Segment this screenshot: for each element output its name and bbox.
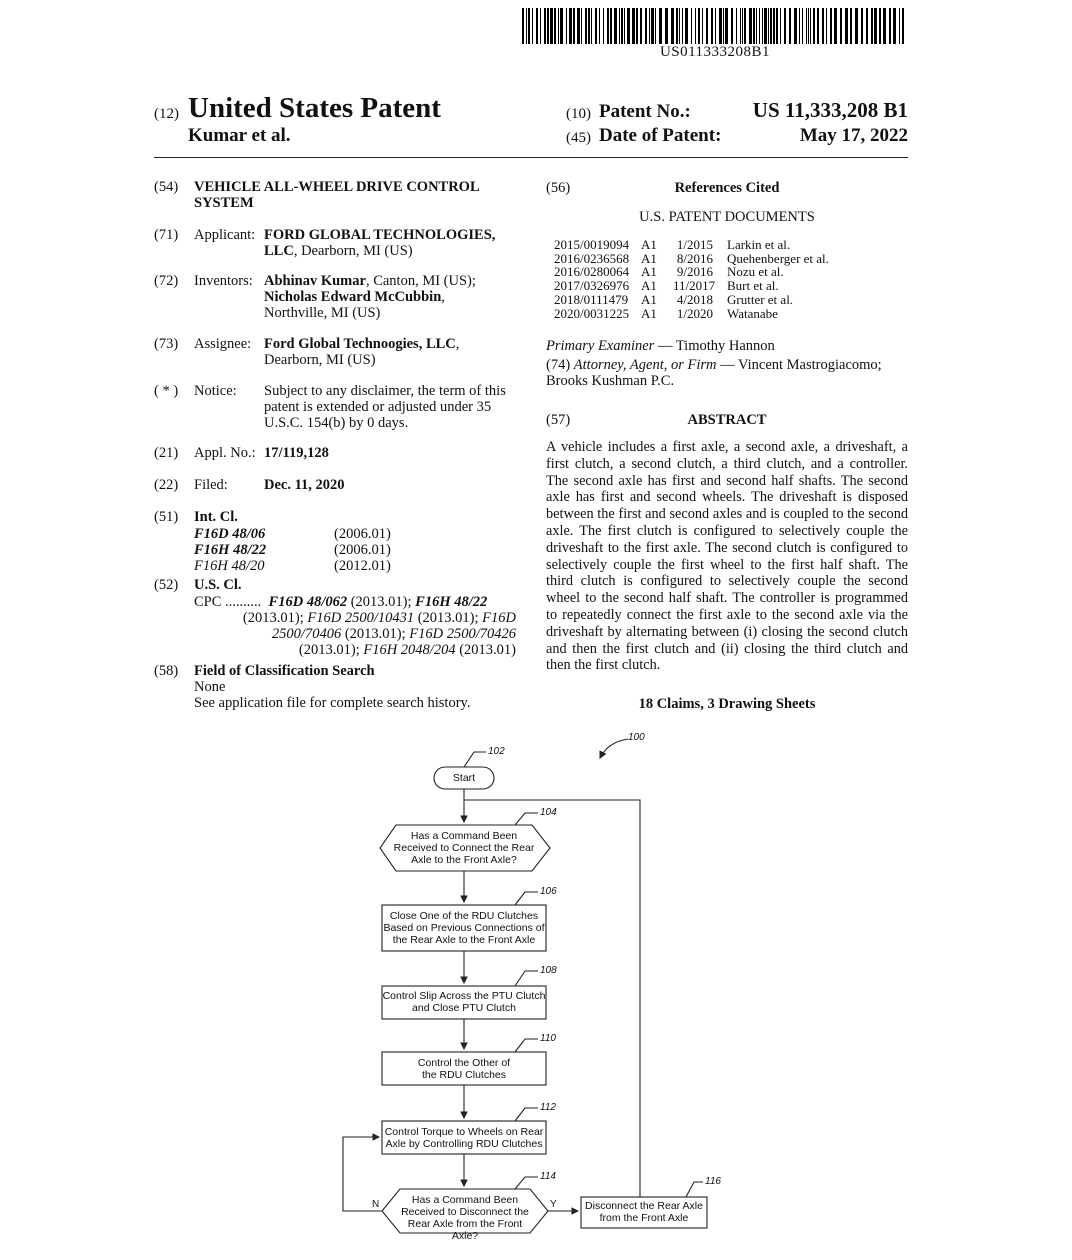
code-56: (56) xyxy=(546,180,571,196)
int-cl-row: F16D 48/06 (2006.01) xyxy=(194,526,391,542)
ref-106-leader xyxy=(515,892,538,905)
code-10: (10) xyxy=(566,106,591,122)
box-108-text: Control Slip Across the PTU Clutch and Close PTU Clutch xyxy=(382,990,546,1014)
ref-104-leader xyxy=(515,813,538,825)
primary-examiner: Primary Examiner — Timothy Hannon xyxy=(546,338,775,354)
patent-authors: Kumar et al. xyxy=(188,125,291,146)
int-cl-row: F16H 48/22 (2006.01) xyxy=(194,542,391,558)
yes-label: Y xyxy=(550,1199,557,1210)
barcode-number: US011333208B1 xyxy=(659,44,771,60)
appl-no: 17/119,128 xyxy=(264,445,329,461)
code-71: (71) xyxy=(154,227,179,243)
code-21: (21) xyxy=(154,445,179,461)
no-label: N xyxy=(372,1199,380,1210)
patent-date: May 17, 2022 xyxy=(799,125,908,146)
references-cited-label: References Cited xyxy=(674,180,780,196)
claims-summary: 18 Claims, 3 Drawing Sheets xyxy=(638,696,816,712)
ref-110-leader xyxy=(515,1039,538,1052)
patent-title: United States Patent xyxy=(188,92,441,124)
ref-104: 104 xyxy=(540,807,557,818)
patent-no-label: Patent No.: xyxy=(599,101,691,122)
abstract-text: A vehicle includes a first axle, a second axle, a driveshaft, a first clutch, a second clutch, a third clutch, and a controller. The second axle has first and second half shafts. The second axle has first and second wheels. The driveshaft is disposed between the first and second axles and is coupled to the second axle. The first clutch is configured to selectively couple the driveshaft to the first axle. The second clutch is configured to selectively couple the first wheel to the first half shaft. The third clutch is configured to selectively couple the second wheel to the second half shaft. The controller is programmed to repeatedly connect the first axle to the second axle via the driveshaft by alternating between (i) closing the second clutch and then the first clutch and (ii) closing the third clutch and then the first clutch. xyxy=(546,439,908,674)
ref-112: 112 xyxy=(540,1102,556,1113)
reference-row: 2017/0326976 A1 11/2017 Burt et al. xyxy=(554,278,779,294)
filed-label: Filed: xyxy=(194,477,228,493)
cpc-classifications: CPC .......... F16D 48/062 (2013.01); F16H 48/22 (2013.01); F16D 2500/10431 (2013.01); F16D 2500/70406 (2013.01); F16D 2500/70426 (2013.01); F16H 2048/204 (2013.01) xyxy=(194,594,516,658)
ref-116: 116 xyxy=(705,1176,721,1187)
code-51: (51) xyxy=(154,509,179,525)
attorney: (74) Attorney, Agent, or Firm — Vincent Mastrogiacomo; Brooks Kushman P.C. xyxy=(546,357,882,389)
int-cl-row: F16H 48/20 (2012.01) xyxy=(194,558,391,574)
appl-no-label: Appl. No.: xyxy=(194,445,256,461)
us-patent-docs-label: U.S. PATENT DOCUMENTS xyxy=(639,209,815,225)
us-cl-label: U.S. Cl. xyxy=(194,577,242,593)
inventors-label: Inventors: xyxy=(194,273,253,289)
box-116-text: Disconnect the Rear Axle from the Front Axle xyxy=(585,1200,703,1224)
field-search: Field of Classification Search None See application file for complete search history. xyxy=(194,663,471,711)
applicant: FORD GLOBAL TECHNOLOGIES, LLC, Dearborn, MI (US) xyxy=(264,227,496,259)
box-106-text: Close One of the RDU Clutches Based on Previous Connections of the Rear Axle to the Front Axle xyxy=(383,910,545,946)
notice-label: Notice: xyxy=(194,383,237,399)
reference-row: 2016/0280064 A1 9/2016 Nozu et al. xyxy=(554,264,784,280)
assignee-label: Assignee: xyxy=(194,336,252,352)
abstract-label: ABSTRACT xyxy=(687,412,767,428)
date-label: Date of Patent: xyxy=(599,125,722,146)
ref-114-leader xyxy=(515,1177,538,1189)
inventors: Abhinav Kumar, Canton, MI (US); Nicholas Edward McCubbin, Northville, MI (US) xyxy=(264,273,476,321)
box-112-text: Control Torque to Wheels on Rear Axle by Controlling RDU Clutches xyxy=(384,1126,544,1150)
applicant-label: Applicant: xyxy=(194,227,256,243)
reference-row: 2016/0236568 A1 8/2016 Quehenberger et al. xyxy=(554,250,829,266)
ref-100: 100 xyxy=(628,732,645,743)
decision-104-text: Has a Command Been Received to Connect the Rear Axle to the Front Axle? xyxy=(393,830,535,866)
code-54: (54) xyxy=(154,179,179,195)
start-label: Start xyxy=(452,772,476,784)
reference-row: 2015/0019094 A1 1/2015 Larkin et al. xyxy=(554,237,791,252)
ref-110: 110 xyxy=(540,1033,556,1044)
reference-row: 2018/0111479 A1 4/2018 Grutter et al. xyxy=(554,291,794,307)
ref-108: 108 xyxy=(540,965,557,976)
code-58: (58) xyxy=(154,663,179,679)
filed-date: Dec. 11, 2020 xyxy=(264,477,345,493)
decision-114-text: Has a Command Been Received to Disconnect the Rear Axle from the Front Axle? xyxy=(401,1194,529,1242)
notice-text: Subject to any disclaimer, the term of this patent is extended or adjusted under 35 U.S.C. 154(b) by 0 days. xyxy=(264,383,506,431)
ref-112-leader xyxy=(515,1108,538,1121)
ref-116-leader xyxy=(686,1182,703,1197)
code-12: (12) xyxy=(154,106,179,122)
box-110-text: Control the Other of the RDU Clutches xyxy=(417,1057,511,1081)
code-73: (73) xyxy=(154,336,179,352)
ref-114: 114 xyxy=(540,1171,556,1182)
code-45: (45) xyxy=(566,130,591,146)
ref-108-leader xyxy=(515,971,538,986)
ref-102-leader xyxy=(464,752,486,767)
ref-100-leader xyxy=(600,739,628,758)
reference-row: 2020/0031225 A1 1/2020 Watanabe xyxy=(554,305,778,321)
invention-title: VEHICLE ALL-WHEEL DRIVE CONTROL SYSTEM xyxy=(194,179,480,211)
code-22: (22) xyxy=(154,477,179,493)
assignee: Ford Global Technoogies, LLC, Dearborn, MI (US) xyxy=(264,336,460,368)
ref-102: 102 xyxy=(488,746,505,757)
int-cl-label: Int. Cl. xyxy=(194,509,238,525)
code-57: (57) xyxy=(546,412,571,428)
notice-code: ( * ) xyxy=(154,383,179,399)
code-52: (52) xyxy=(154,577,179,593)
ref-106: 106 xyxy=(540,886,557,897)
code-72: (72) xyxy=(154,273,179,289)
patent-no: US 11,333,208 B1 xyxy=(752,98,908,122)
